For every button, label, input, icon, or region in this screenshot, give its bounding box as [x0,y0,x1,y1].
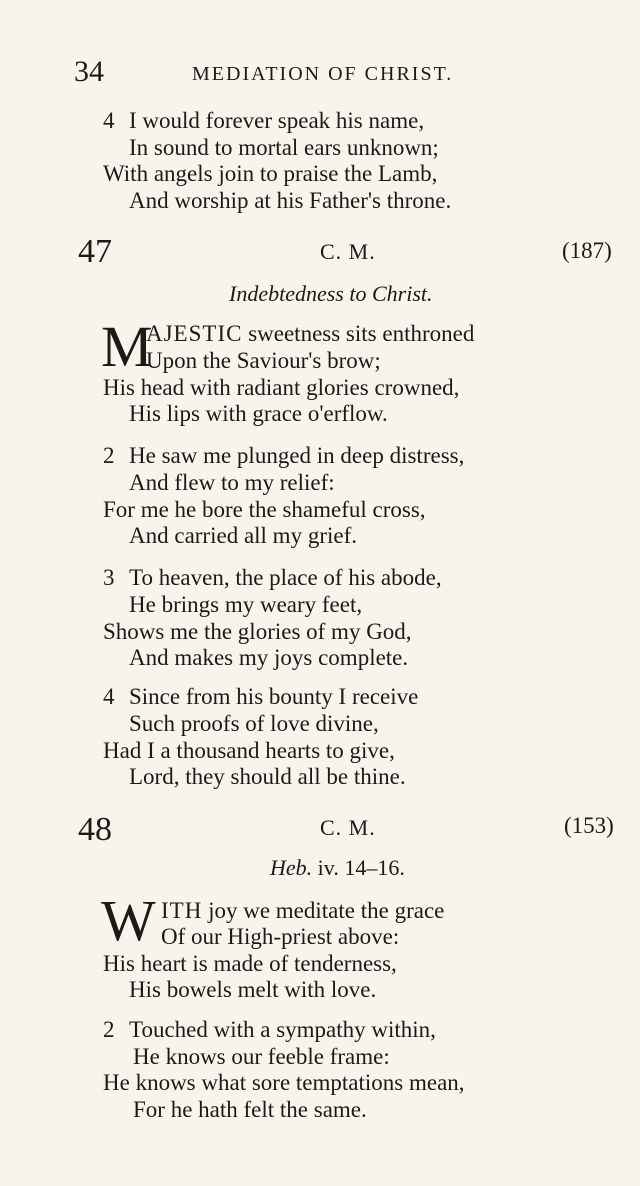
hymn-meter: C. M. [320,239,376,264]
running-title: MEDIATION OF CHRIST. [192,63,454,85]
verse-line: And flew to my relief: [129,470,335,495]
verse-line: For he hath felt the same. [133,1097,367,1122]
verse-line: 4 Since from his bounty I receive [103,684,419,709]
verse-number: 2 [103,443,115,468]
verse-line: Shows me the glories of my God, [103,619,412,644]
verse-number: 4 [103,108,115,133]
verse-line: Such proofs of love divine, [129,711,379,736]
hymn-meter: C. M. [320,815,376,840]
verse-line: 2 He saw me plunged in deep distress, [103,443,465,468]
verse-line: 4 I would forever speak his name, [103,108,425,133]
verse-line: He knows what sore temptations mean, [103,1070,465,1095]
verse-number: 3 [103,565,115,590]
page-header [74,55,600,91]
verse-number: 2 [103,1017,115,1042]
verse-line: He brings my weary feet, [129,592,363,617]
verse-line: And carried all my grief. [129,523,357,548]
drop-cap: M [101,314,153,379]
verse-line: AJESTIC sweetness sits enthroned [146,321,475,346]
verse-line: In sound to mortal ears unknown; [129,135,439,160]
verse-line: 2 Touched with a sympathy within, [103,1017,436,1042]
verse-line: His heart is made of tenderness, [103,951,397,976]
verse-line: And worship at his Father's throne. [129,188,452,213]
tune-reference: (153) [564,813,614,838]
tune-reference: (187) [562,238,612,263]
verse-line: 3 To heaven, the place of his abode, [103,565,442,590]
hymn-number: 47 [78,233,112,270]
hymn-subtitle: Heb. iv. 14–16. [270,855,405,880]
verse-line: His head with radiant glories crowned, [103,375,460,400]
drop-cap: W [101,888,156,953]
verse-number: 4 [103,684,115,709]
verse-line: His lips with grace o'erflow. [129,401,388,426]
verse-line: Lord, they should all be thine. [129,764,406,789]
verse-line: He knows our feeble frame: [133,1044,390,1069]
verse-line: Had I a thousand hearts to give, [103,738,395,763]
verse-line: For me he bore the shameful cross, [103,497,426,522]
verse-line: With angels join to praise the Lamb, [103,161,438,186]
verse-line: And makes my joys complete. [129,645,409,670]
hymn-subtitle: Indebtedness to Christ. [229,281,433,306]
hymn-number: 48 [78,811,112,848]
verse-line: ITH joy we meditate the grace [161,898,445,923]
verse-line: Upon the Saviour's brow; [146,348,381,373]
page-number: 34 [74,55,104,88]
verse-line: Of our High-priest above: [161,924,400,949]
verse-line: His bowels melt with love. [129,977,377,1002]
